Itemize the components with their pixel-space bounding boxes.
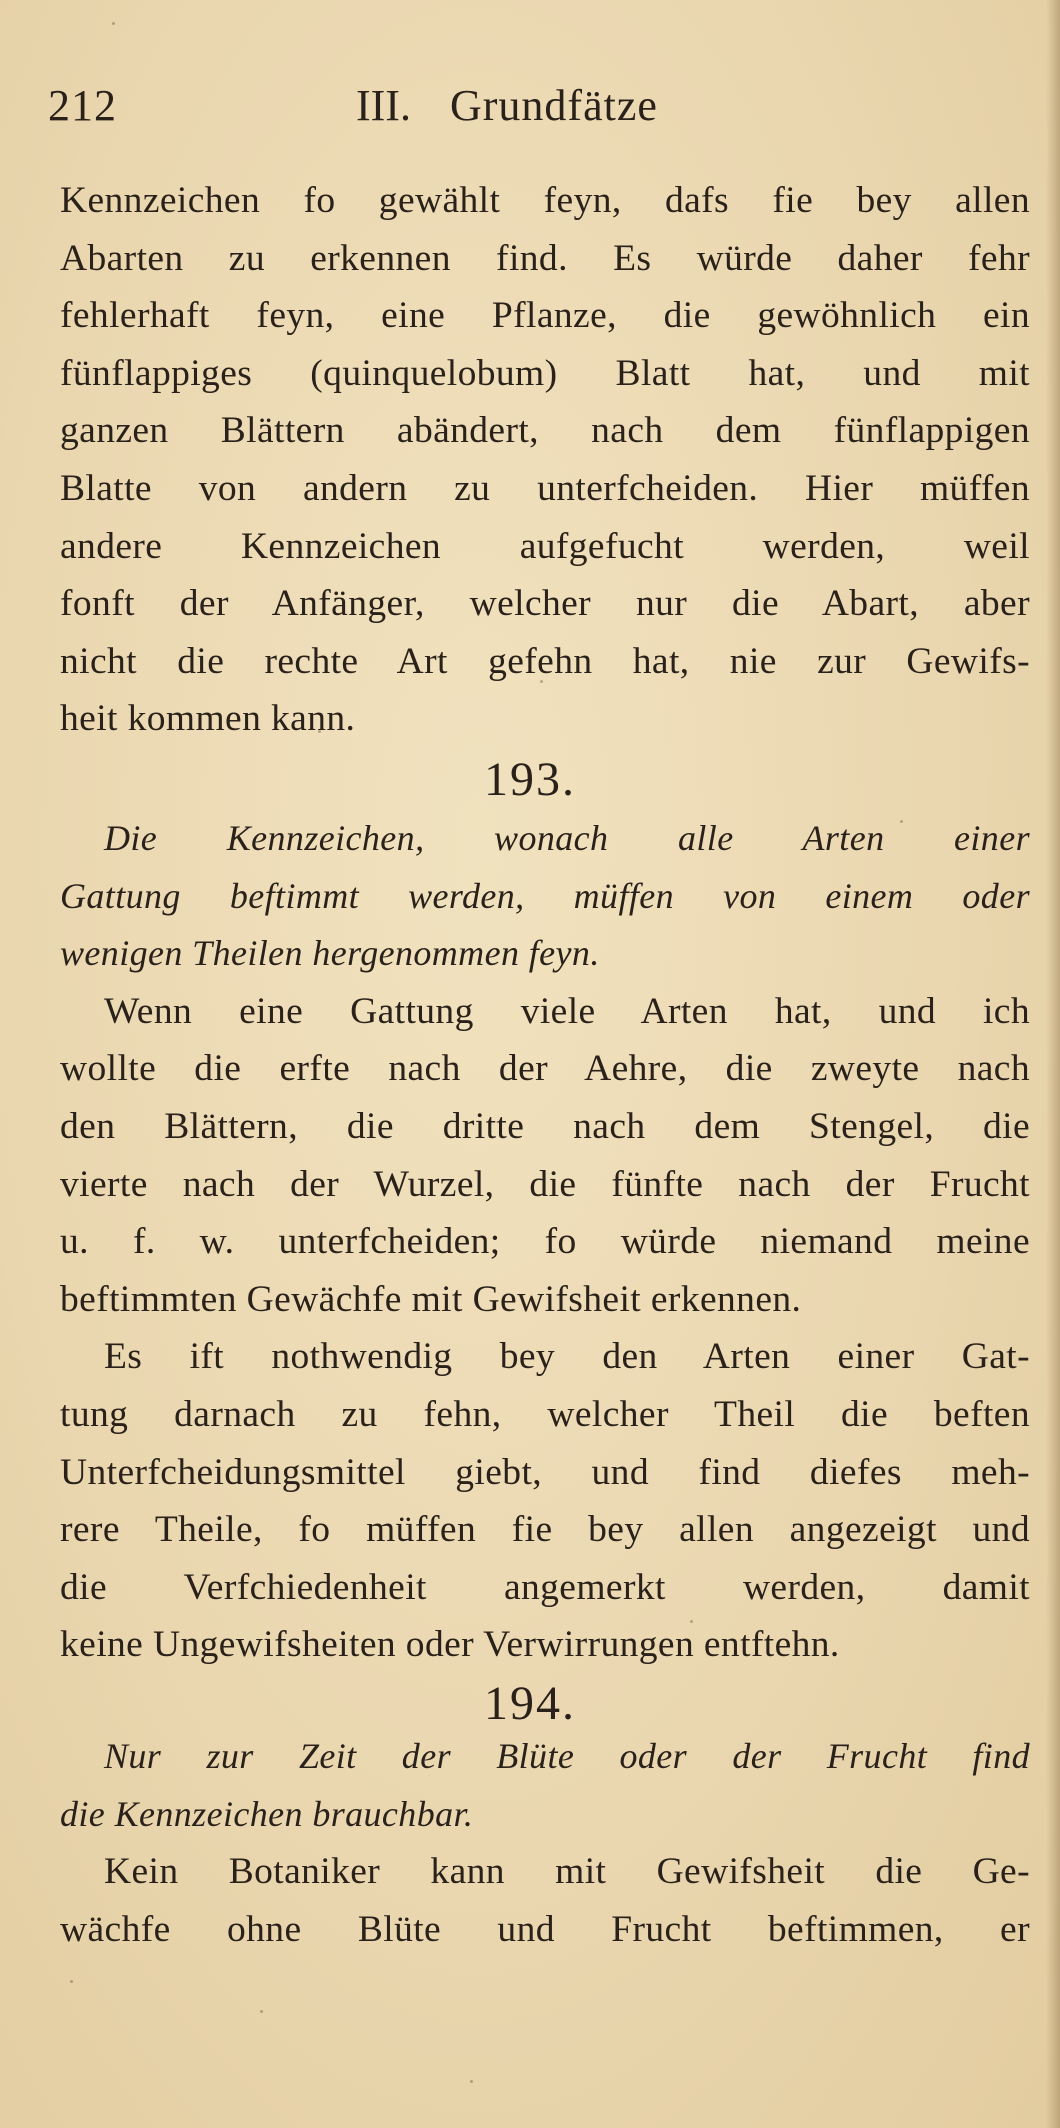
text-line: Wenn eine Gattung viele Arten hat, und ich <box>104 990 1030 1032</box>
page-header <box>40 80 1040 140</box>
section-number-194: 194. <box>484 1677 576 1730</box>
paper-speck <box>900 820 903 823</box>
text-line: wollte die erfte nach der Aehre, die zweyte nach <box>60 1048 1030 1090</box>
paper-speck <box>690 1620 693 1623</box>
text-line: Abarten zu erkennen find. Es würde daher fehr <box>60 237 1030 279</box>
text-line: Blatte von andern zu unterfcheiden. Hier müffen <box>60 467 1030 509</box>
section-193 <box>60 810 1030 1674</box>
continued-paragraph <box>60 172 1030 748</box>
text-line: fonft der Anfänger, welcher nur die Abart, aber <box>60 583 1030 625</box>
text-line: ganzen Blättern abändert, nach dem fünflappigen <box>60 410 1030 452</box>
page-number: 212 <box>48 81 117 130</box>
text-line: u. f. w. unterfcheiden; fo würde niemand meine <box>60 1221 1030 1263</box>
text-line: beftimmten Gewächfe mit Gewifsheit erkennen. <box>60 1278 802 1320</box>
text-line: Unterfcheidungsmittel giebt, und find diefes meh- <box>60 1451 1030 1493</box>
section-heading-line: Nur zur Zeit der Blüte oder der Frucht find <box>104 1736 1030 1776</box>
paper-speck <box>260 2010 263 2013</box>
section-194 <box>60 1728 1030 1958</box>
text-line: nicht die rechte Art gefehn hat, nie zur Gewifs- <box>60 640 1030 682</box>
section-heading-line: Gattung beftimmt werden, müffen von einem oder <box>60 875 1030 916</box>
text-line: heit kommen kann. <box>60 698 356 740</box>
text-line: fehlerhaft feyn, eine Pflanze, die gewöhnlich ein <box>60 295 1030 337</box>
spine-shadow <box>1046 0 1060 2128</box>
text-line: wächfe ohne Blüte und Frucht beftimmen, er <box>60 1908 1030 1950</box>
text-line: Es ift nothwendig bey den Arten einer Gat- <box>104 1336 1030 1378</box>
section-heading-line: die Kennzeichen brauchbar. <box>60 1793 474 1834</box>
paper-speck <box>70 1980 73 1983</box>
text-line: Kein Botaniker kann mit Gewifsheit die Ge- <box>104 1851 1030 1893</box>
running-head: Grundfätze <box>450 81 658 130</box>
text-line: vierte nach der Wurzel, die fünfte nach der Frucht <box>60 1163 1030 1205</box>
text-line: rere Theile, fo müffen fie bey allen angezeigt und <box>60 1509 1030 1551</box>
paper-speck <box>470 2080 473 2083</box>
section-number-193: 193. <box>484 753 576 806</box>
paper-speck <box>112 22 115 25</box>
paper-speck <box>540 680 543 683</box>
text-line: fünflappiges (quinquelobum) Blatt hat, und mit <box>60 352 1030 394</box>
text-line: den Blättern, die dritte nach dem Stengel, die <box>60 1105 1030 1147</box>
text-line: keine Ungewifsheiten oder Verwirrungen entftehn. <box>60 1624 840 1666</box>
paper-speck <box>318 730 321 733</box>
text-line: die Verfchiedenheit angemerkt werden, damit <box>60 1566 1030 1608</box>
text-line: tung darnach zu fehn, welcher Theil die beften <box>60 1393 1030 1435</box>
chapter-numeral: III. <box>356 81 411 130</box>
section-heading-line: wenigen Theilen hergenommen feyn. <box>60 933 600 974</box>
section-heading-line: Die Kennzeichen, wonach alle Arten einer <box>104 818 1030 858</box>
text-line: andere Kennzeichen aufgefucht werden, weil <box>60 525 1030 567</box>
text-line: Kennzeichen fo gewählt feyn, dafs fie bey allen <box>60 180 1030 221</box>
